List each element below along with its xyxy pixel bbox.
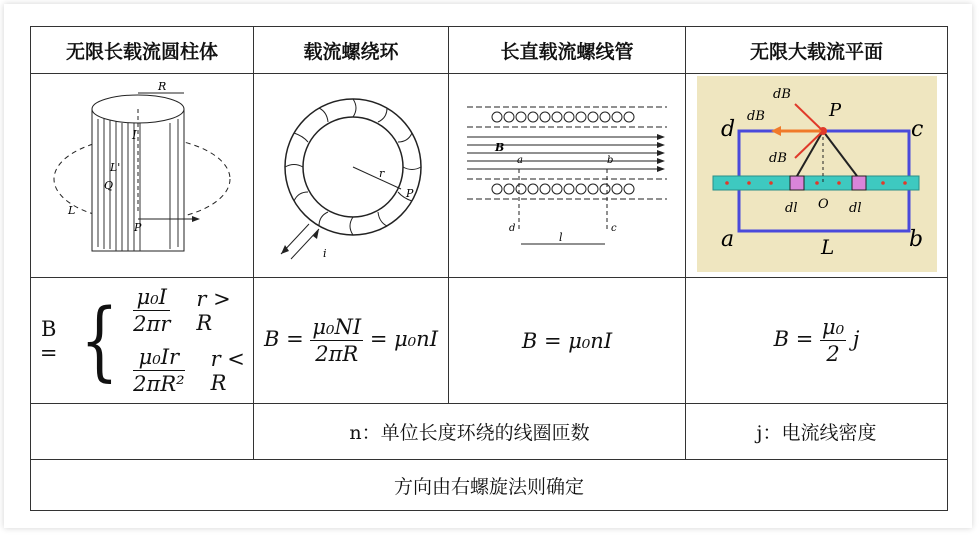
label-B: B — [495, 140, 505, 154]
note-j-definition: j：电流线密度 — [686, 404, 948, 460]
formula-solenoid — [449, 278, 686, 404]
case1-denominator: 2πr — [133, 312, 171, 336]
figure-solenoid — [449, 74, 686, 278]
label-R: R — [158, 79, 167, 93]
magnetic-field-table — [30, 26, 948, 511]
header-plane: 无限大载流平面 — [686, 27, 948, 74]
case2-denominator: 2πR² — [133, 372, 185, 396]
label-O: O — [817, 196, 829, 212]
formula-plane — [686, 278, 948, 404]
label-dB: dB — [746, 108, 765, 124]
plane-denominator: 2 — [826, 342, 840, 366]
case2-numerator: μ₀Ir — [133, 344, 184, 371]
label-P: P — [406, 186, 414, 200]
figure-plane — [686, 74, 948, 278]
solenoid-formula-text: B = μ₀nI — [521, 328, 613, 353]
formula-rhs: = μ₀nI — [369, 327, 438, 351]
cylinder-diagram — [42, 79, 242, 269]
label-L-prime: L' — [110, 160, 121, 174]
label-P: P — [828, 99, 841, 121]
formula-lhs: B = — [39, 316, 58, 365]
case1-numerator: μ₀I — [133, 284, 170, 311]
label-a: a — [720, 226, 734, 252]
solenoid-diagram — [457, 79, 677, 269]
brace-symbol: { — [80, 290, 119, 391]
label-c: c — [611, 222, 617, 234]
label-b: b — [607, 154, 614, 166]
header-solenoid: 长直载流螺线管 — [449, 27, 686, 74]
formula-rhs: j — [852, 327, 860, 351]
formula-cylinder — [31, 278, 254, 404]
toroid-numerator: μ₀NI — [312, 315, 362, 339]
case2-condition: r < R — [210, 346, 245, 395]
label-a: a — [517, 154, 523, 166]
note-empty-cell — [31, 404, 254, 460]
label-dB2: dB — [768, 150, 787, 166]
label-r: r — [379, 166, 385, 180]
label-d: d — [720, 116, 735, 142]
label-L: L — [68, 203, 76, 217]
label-dl1: dl — [784, 200, 797, 216]
note-n-definition: n：单位长度环绕的线圈匝数 — [254, 404, 686, 460]
formula-lhs: B = — [264, 327, 304, 351]
label-I: I — [132, 127, 137, 142]
header-cylinder: 无限长载流圆柱体 — [31, 27, 254, 74]
plane-diagram — [697, 76, 937, 272]
figure-toroid — [254, 74, 449, 278]
label-dl2: dl — [848, 200, 861, 216]
label-b: b — [908, 226, 923, 252]
case1-condition: r > R — [196, 286, 231, 335]
header-toroid: 载流螺绕环 — [254, 27, 449, 74]
label-d: d — [509, 222, 516, 234]
label-c: c — [910, 116, 923, 142]
label-L: L — [820, 234, 834, 259]
label-dB1: dB — [772, 86, 791, 102]
label-Q: Q — [104, 178, 114, 192]
plane-numerator: μ₀ — [822, 315, 845, 339]
formula-lhs: B = — [773, 327, 814, 351]
toroid-denominator: 2πR — [315, 342, 359, 366]
formula-toroid — [254, 278, 449, 404]
footer-direction-rule: 方向由右螺旋法则确定 — [31, 460, 948, 511]
label-l: l — [559, 230, 563, 244]
figure-cylinder — [31, 74, 254, 278]
label-P: P — [134, 220, 142, 234]
label-i: i — [323, 246, 327, 260]
toroid-diagram — [261, 79, 441, 269]
